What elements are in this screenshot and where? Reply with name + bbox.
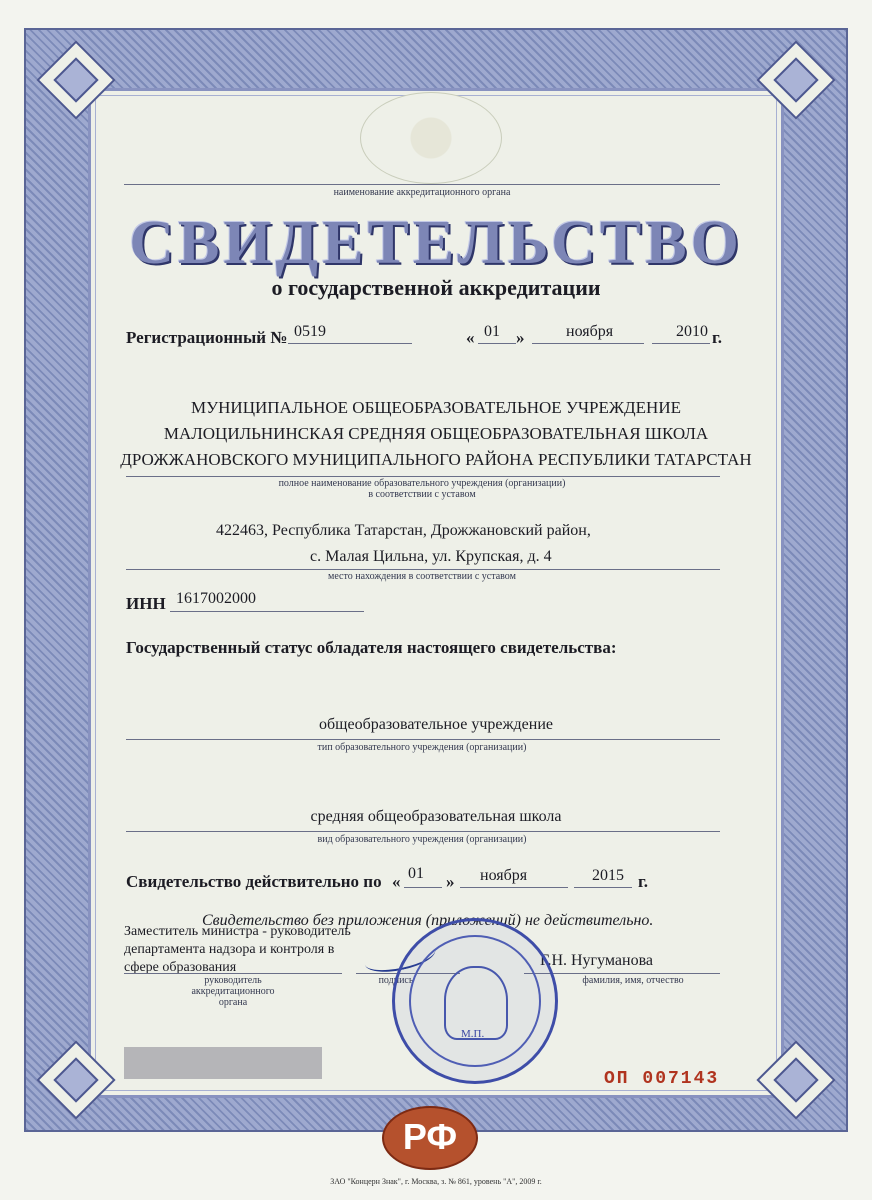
top-emblem-watermark [360, 92, 502, 184]
institution-kind-value: средняя общеобразовательная школа [310, 808, 562, 825]
validity-year: 2015 [592, 867, 624, 884]
signatory-position-underline [124, 973, 342, 974]
rf-emblem: РФ [382, 1106, 478, 1170]
institution-kind-caption: вид образовательного учреждения (организации) [317, 834, 527, 845]
signatory-name-caption: фамилия, имя, отчество [582, 975, 684, 986]
certificate-title: СВИДЕТЕЛЬСТВО [129, 209, 743, 277]
address-caption: место нахождения в соответствии с уставом [328, 571, 516, 582]
validity-day: 01 [408, 865, 424, 882]
redacted-block [124, 1047, 322, 1079]
address-line-2: с. Малая Цильна, ул. Крупская, д. 4 [310, 548, 552, 565]
printer-footer: ЗАО "Концерн Знак", г. Москва, з. № 861, уровень "А", 2009 г. [330, 1177, 542, 1186]
institution-kind-line [126, 831, 720, 832]
validity-day-line [404, 887, 442, 888]
inn-line [170, 611, 364, 612]
form-serial-number: ОП 007143 [604, 1069, 720, 1089]
validity-month: ноября [480, 867, 528, 884]
institution-type-caption: тип образовательного учреждения (организации) [317, 742, 527, 753]
signatory-position-caption-2: аккредитационного [191, 986, 275, 997]
issuing-authority-caption: наименование аккредитационного органа [333, 187, 511, 198]
registration-day: 01 [484, 323, 500, 340]
registration-label: Регистрационный № [126, 328, 288, 347]
institution-type-value: общеобразовательное учреждение [319, 716, 553, 733]
registration-year-line [652, 343, 710, 344]
seal-mp-caption: М.П. [461, 1028, 485, 1040]
status-heading: Государственный статус обладателя настоящего свидетельства: [126, 638, 617, 657]
signatory-name: Г.Н. Нугуманова [540, 952, 654, 969]
signatory-position-line-1: Заместитель министра - руководитель [124, 924, 351, 939]
signatory-position-line-3: сфере образования [124, 960, 237, 975]
registration-open-quote: « [466, 328, 475, 347]
validity-year-suffix: г. [638, 872, 649, 891]
validity-label: Свидетельство действительно по [126, 872, 382, 891]
official-seal [392, 918, 558, 1084]
issuing-authority-line [124, 184, 720, 185]
signature-caption: подпись [378, 975, 414, 986]
institution-name-line-1: МУНИЦИПАЛЬНОЕ ОБЩЕОБРАЗОВАТЕЛЬНОЕ УЧРЕЖДЕНИЕ [191, 398, 681, 417]
registration-month-line [532, 343, 644, 344]
registration-year: 2010 [676, 323, 708, 340]
address-line [126, 569, 720, 570]
validity-year-line [574, 887, 632, 888]
registration-month: ноября [566, 323, 614, 340]
validity-month-line [460, 887, 568, 888]
signatory-position-caption-3: органа [218, 997, 248, 1008]
institution-name-line-2: МАЛОЦИЛЬНИНСКАЯ СРЕДНЯЯ ОБЩЕОБРАЗОВАТЕЛЬНАЯ ШКОЛА [163, 424, 709, 443]
institution-name-line [126, 476, 720, 477]
inn-label: ИНН [126, 594, 166, 613]
registration-close-quote: » [516, 328, 525, 347]
validity-close-quote: » [446, 872, 455, 891]
attachment-notice: Свидетельство без приложения (приложений) не действительно. [202, 912, 654, 929]
institution-caption-2: в соответствии с уставом [368, 489, 476, 500]
registration-number-line [288, 343, 412, 344]
signatory-position-caption-1: руководитель [204, 975, 262, 986]
institution-type-line [126, 739, 720, 740]
registration-year-suffix: г. [712, 328, 723, 347]
address-line-1: 422463, Республика Татарстан, Дрожжановский район, [216, 522, 591, 539]
institution-name-line-3: ДРОЖЖАНОВСКОГО МУНИЦИПАЛЬНОГО РАЙОНА РЕСПУБЛИКИ ТАТАРСТАН [120, 450, 752, 469]
registration-number: 0519 [294, 323, 326, 340]
signatory-position-line-2: департамента надзора и контроля в [124, 942, 335, 957]
registration-day-line [478, 343, 516, 344]
validity-open-quote: « [392, 872, 401, 891]
institution-caption-1: полное наименование образовательного учреждения (организации) [278, 478, 566, 489]
certificate-subtitle: о государственной аккредитации [271, 275, 601, 300]
inn-value: 1617002000 [176, 590, 256, 607]
